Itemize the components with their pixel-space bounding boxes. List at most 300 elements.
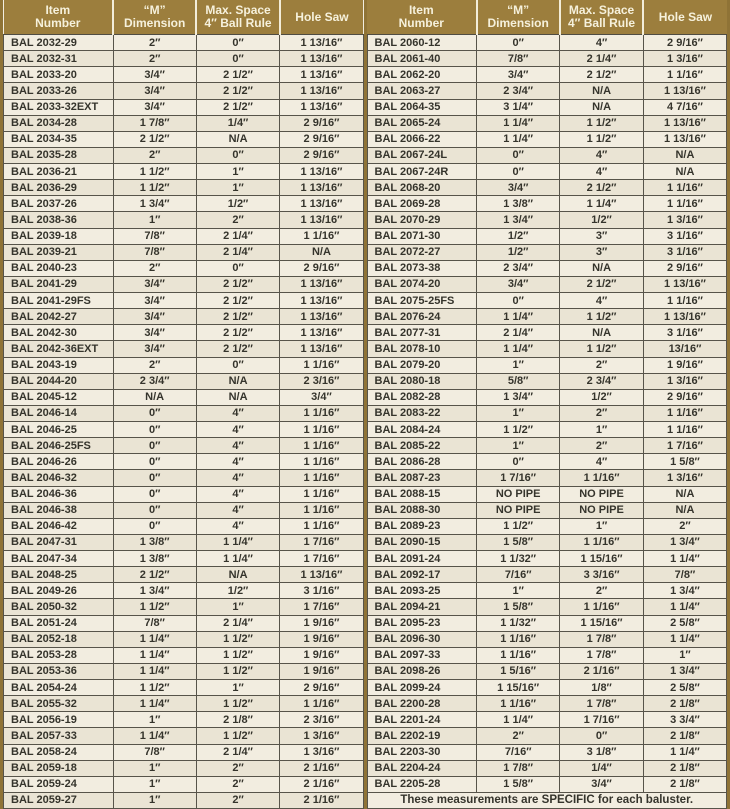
table-row xyxy=(4,534,364,550)
max-space-cell: 1 1/16″ xyxy=(560,534,644,550)
item-number-cell: BAL 2085-22 xyxy=(367,438,477,454)
m-dimension-cell: 1 15/16″ xyxy=(477,680,560,696)
max-space-cell: 2 1/2″ xyxy=(196,99,280,115)
max-space-cell: 2 1/4″ xyxy=(196,615,280,631)
m-dimension-cell: 0″ xyxy=(113,518,196,534)
table-row xyxy=(4,744,364,760)
m-dimension-cell: 7/8″ xyxy=(113,244,196,260)
hole-saw-cell: 1 1/16″ xyxy=(643,293,726,309)
table-row xyxy=(4,325,364,341)
item-number-cell: BAL 2046-25FS xyxy=(4,438,114,454)
table-row xyxy=(367,534,727,550)
m-dimension-cell: 2″ xyxy=(113,357,196,373)
table-row xyxy=(367,212,727,228)
table-row xyxy=(367,341,727,357)
hole-saw-cell: 1 13/16″ xyxy=(280,35,363,51)
column-header-label: “M” Dimension xyxy=(123,3,186,30)
m-dimension-cell: 3/4″ xyxy=(477,67,560,83)
m-dimension-cell: 1 1/16″ xyxy=(477,631,560,647)
table-row xyxy=(4,147,364,163)
max-space-cell: 1 1/2″ xyxy=(560,131,644,147)
hole-saw-cell: 1 13/16″ xyxy=(280,180,363,196)
max-space-cell: 2 1/2″ xyxy=(560,276,644,292)
hole-saw-cell: 1 13/16″ xyxy=(280,67,363,83)
hole-saw-cell: 1 9/16″ xyxy=(280,663,363,679)
item-number-cell: BAL 2075-25FS xyxy=(367,293,477,309)
item-number-cell: BAL 2089-23 xyxy=(367,518,477,534)
column-header-max-space xyxy=(560,0,644,35)
item-number-cell: BAL 2035-28 xyxy=(4,147,114,163)
max-space-cell: 2 1/2″ xyxy=(196,83,280,99)
table-row xyxy=(367,470,727,486)
m-dimension-cell: 0″ xyxy=(113,405,196,421)
table-row xyxy=(367,696,727,712)
item-number-cell: BAL 2067-24L xyxy=(367,147,477,163)
m-dimension-cell: 1/2″ xyxy=(477,244,560,260)
m-dimension-cell: 0″ xyxy=(113,454,196,470)
hole-saw-cell: 3 3/4″ xyxy=(643,712,726,728)
table-row xyxy=(4,551,364,567)
table-row xyxy=(4,35,364,51)
table-row xyxy=(367,615,727,631)
hole-saw-cell: 1 1/16″ xyxy=(280,438,363,454)
item-number-cell: BAL 2088-30 xyxy=(367,502,477,518)
hole-saw-cell: 1 9/16″ xyxy=(280,631,363,647)
hole-saw-cell: 1 13/16″ xyxy=(643,83,726,99)
item-number-cell: BAL 2070-29 xyxy=(367,212,477,228)
m-dimension-cell: 0″ xyxy=(477,454,560,470)
m-dimension-cell: 2″ xyxy=(113,147,196,163)
max-space-cell: 0″ xyxy=(196,147,280,163)
m-dimension-cell: 3/4″ xyxy=(113,83,196,99)
m-dimension-cell: 2 1/2″ xyxy=(113,131,196,147)
hole-saw-cell: 1 3/16″ xyxy=(280,728,363,744)
table-row xyxy=(4,341,364,357)
m-dimension-cell: 2 3/4″ xyxy=(113,373,196,389)
table-row xyxy=(4,309,364,325)
max-space-cell: 1 1/2″ xyxy=(196,696,280,712)
item-number-cell: BAL 2038-36 xyxy=(4,212,114,228)
hole-saw-cell: 2 5/8″ xyxy=(643,680,726,696)
hole-saw-cell: 1 1/4″ xyxy=(643,631,726,647)
hole-saw-cell: 2 1/8″ xyxy=(643,760,726,776)
max-space-cell: NO PIPE xyxy=(560,502,644,518)
table-row xyxy=(367,389,727,405)
max-space-cell: NO PIPE xyxy=(560,486,644,502)
item-number-cell: BAL 2046-32 xyxy=(4,470,114,486)
table-row xyxy=(4,502,364,518)
m-dimension-cell: 1 1/4″ xyxy=(477,115,560,131)
item-number-cell: BAL 2080-18 xyxy=(367,373,477,389)
hole-saw-cell: 1 13/16″ xyxy=(280,325,363,341)
hole-saw-cell: 2 9/16″ xyxy=(280,147,363,163)
column-header-item-number xyxy=(367,0,477,35)
max-space-cell: 2 1/2″ xyxy=(196,293,280,309)
hole-saw-cell: 2 3/16″ xyxy=(280,373,363,389)
table-row xyxy=(4,51,364,67)
table-row xyxy=(4,760,364,776)
m-dimension-cell: 1″ xyxy=(477,405,560,421)
table-row xyxy=(367,164,727,180)
m-dimension-cell: 1 1/4″ xyxy=(477,131,560,147)
hole-saw-cell: 1 13/16″ xyxy=(280,99,363,115)
max-space-cell: 1/4″ xyxy=(196,115,280,131)
table-row xyxy=(4,293,364,309)
max-space-cell: 1″ xyxy=(196,680,280,696)
hole-saw-cell: 3 1/16″ xyxy=(643,325,726,341)
max-space-cell: 1 1/2″ xyxy=(196,728,280,744)
table-row xyxy=(367,196,727,212)
max-space-cell: 0″ xyxy=(196,260,280,276)
item-number-cell: BAL 2040-23 xyxy=(4,260,114,276)
hole-saw-cell: 2 9/16″ xyxy=(643,260,726,276)
table-row xyxy=(4,422,364,438)
item-number-cell: BAL 2065-24 xyxy=(367,115,477,131)
table-row xyxy=(367,180,727,196)
m-dimension-cell: N/A xyxy=(113,389,196,405)
table-row xyxy=(367,744,727,760)
m-dimension-cell: 3/4″ xyxy=(113,67,196,83)
hole-saw-cell: 1 3/4″ xyxy=(643,583,726,599)
max-space-cell: 2 1/2″ xyxy=(196,67,280,83)
hole-saw-cell: 7/8″ xyxy=(643,567,726,583)
m-dimension-cell: 1 5/8″ xyxy=(477,776,560,792)
item-number-cell: BAL 2047-34 xyxy=(4,551,114,567)
hole-saw-cell: 1 1/16″ xyxy=(280,518,363,534)
max-space-cell: 2″ xyxy=(560,405,644,421)
table-row xyxy=(4,115,364,131)
max-space-cell: N/A xyxy=(196,373,280,389)
item-number-cell: BAL 2047-31 xyxy=(4,534,114,550)
m-dimension-cell: 1″ xyxy=(113,760,196,776)
table-row xyxy=(4,680,364,696)
item-number-cell: BAL 2060-12 xyxy=(367,35,477,51)
item-number-cell: BAL 2061-40 xyxy=(367,51,477,67)
max-space-cell: 1/2″ xyxy=(196,583,280,599)
item-number-cell: BAL 2059-24 xyxy=(4,776,114,792)
hole-saw-cell: 2 1/16″ xyxy=(280,776,363,792)
item-number-cell: BAL 2042-27 xyxy=(4,309,114,325)
item-number-cell: BAL 2046-26 xyxy=(4,454,114,470)
hole-saw-cell: 1 1/16″ xyxy=(643,422,726,438)
m-dimension-cell: 1 1/4″ xyxy=(113,631,196,647)
hole-saw-cell: 1 1/4″ xyxy=(643,744,726,760)
m-dimension-cell: 1 7/8″ xyxy=(477,760,560,776)
table-row xyxy=(4,180,364,196)
item-number-cell: BAL 2050-32 xyxy=(4,599,114,615)
item-number-cell: BAL 2039-18 xyxy=(4,228,114,244)
m-dimension-cell: 7/8″ xyxy=(113,228,196,244)
table-row xyxy=(4,486,364,502)
item-number-cell: BAL 2097-33 xyxy=(367,647,477,663)
max-space-cell: 1″ xyxy=(560,518,644,534)
table-row xyxy=(4,696,364,712)
hole-saw-cell: 1 1/4″ xyxy=(643,551,726,567)
max-space-cell: 1 1/2″ xyxy=(196,647,280,663)
hole-saw-cell: 1 1/16″ xyxy=(643,405,726,421)
table-row xyxy=(367,631,727,647)
max-space-cell: 2 1/4″ xyxy=(196,244,280,260)
m-dimension-cell: 1 1/32″ xyxy=(477,615,560,631)
max-space-cell: 4″ xyxy=(560,35,644,51)
max-space-cell: 2 1/2″ xyxy=(196,341,280,357)
max-space-cell: 1″ xyxy=(196,180,280,196)
item-number-cell: BAL 2072-27 xyxy=(367,244,477,260)
item-number-cell: BAL 2094-21 xyxy=(367,599,477,615)
table-row xyxy=(4,599,364,615)
m-dimension-cell: 1 1/16″ xyxy=(477,647,560,663)
table-row xyxy=(367,244,727,260)
item-number-cell: BAL 2055-32 xyxy=(4,696,114,712)
m-dimension-cell: 1 1/4″ xyxy=(113,728,196,744)
table-row xyxy=(367,51,727,67)
item-number-cell: BAL 2046-25 xyxy=(4,422,114,438)
max-space-cell: 2 1/2″ xyxy=(560,180,644,196)
max-space-cell: 1/2″ xyxy=(196,196,280,212)
max-space-cell: 4″ xyxy=(196,486,280,502)
item-number-cell: BAL 2045-12 xyxy=(4,389,114,405)
max-space-cell: 4″ xyxy=(560,293,644,309)
m-dimension-cell: 7/16″ xyxy=(477,567,560,583)
m-dimension-cell: 7/16″ xyxy=(477,744,560,760)
max-space-cell: 2 1/8″ xyxy=(196,712,280,728)
max-space-cell: 1 1/4″ xyxy=(196,551,280,567)
hole-saw-cell: 1 3/4″ xyxy=(643,534,726,550)
item-number-cell: BAL 2051-24 xyxy=(4,615,114,631)
m-dimension-cell: 1 7/8″ xyxy=(113,115,196,131)
item-number-cell: BAL 2069-28 xyxy=(367,196,477,212)
m-dimension-cell: 0″ xyxy=(113,470,196,486)
hole-saw-cell: 1 1/16″ xyxy=(280,502,363,518)
max-space-cell: 4″ xyxy=(196,438,280,454)
max-space-cell: 3″ xyxy=(560,244,644,260)
table-row xyxy=(367,325,727,341)
m-dimension-cell: 1 1/32″ xyxy=(477,551,560,567)
max-space-cell: 4″ xyxy=(196,422,280,438)
max-space-cell: 3 1/8″ xyxy=(560,744,644,760)
m-dimension-cell: 1 3/4″ xyxy=(477,212,560,228)
m-dimension-cell: 3/4″ xyxy=(477,276,560,292)
max-space-cell: 1 1/2″ xyxy=(560,341,644,357)
hole-saw-cell: 1 13/16″ xyxy=(280,196,363,212)
item-number-cell: BAL 2039-21 xyxy=(4,244,114,260)
item-number-cell: BAL 2046-38 xyxy=(4,502,114,518)
m-dimension-cell: 0″ xyxy=(477,35,560,51)
table-row xyxy=(4,615,364,631)
item-number-cell: BAL 2034-28 xyxy=(4,115,114,131)
hole-saw-cell: N/A xyxy=(643,147,726,163)
item-number-cell: BAL 2098-26 xyxy=(367,663,477,679)
table-row xyxy=(4,712,364,728)
hole-saw-cell: 1 5/8″ xyxy=(643,454,726,470)
table-row xyxy=(367,502,727,518)
table-row xyxy=(4,228,364,244)
max-space-cell: N/A xyxy=(560,99,644,115)
hole-saw-cell: 1 13/16″ xyxy=(280,83,363,99)
item-number-cell: BAL 2205-28 xyxy=(367,776,477,792)
item-number-cell: BAL 2058-24 xyxy=(4,744,114,760)
hole-saw-cell: 1 3/16″ xyxy=(643,212,726,228)
max-space-cell: N/A xyxy=(560,83,644,99)
m-dimension-cell: 1 1/4″ xyxy=(477,341,560,357)
m-dimension-cell: 1 3/8″ xyxy=(113,551,196,567)
m-dimension-cell: 3/4″ xyxy=(113,325,196,341)
table-row xyxy=(367,83,727,99)
hole-saw-cell: 1 13/16″ xyxy=(280,293,363,309)
item-number-cell: BAL 2091-24 xyxy=(367,551,477,567)
m-dimension-cell: 1 1/2″ xyxy=(113,180,196,196)
max-space-cell: 1 1/2″ xyxy=(560,309,644,325)
table-row xyxy=(4,470,364,486)
m-dimension-cell: 1 3/8″ xyxy=(113,534,196,550)
item-number-cell: BAL 2074-20 xyxy=(367,276,477,292)
max-space-cell: 1 7/16″ xyxy=(560,712,644,728)
item-number-cell: BAL 2032-29 xyxy=(4,35,114,51)
table-row xyxy=(4,83,364,99)
table-row xyxy=(4,373,364,389)
m-dimension-cell: NO PIPE xyxy=(477,502,560,518)
hole-saw-cell: 1 13/16″ xyxy=(280,341,363,357)
hole-saw-cell: 3 1/16″ xyxy=(643,244,726,260)
hole-saw-cell: 2″ xyxy=(643,518,726,534)
column-header-label: Max. Space 4″ Ball Rule xyxy=(567,3,636,30)
hole-saw-cell: 2 9/16″ xyxy=(643,35,726,51)
hole-saw-cell: 1″ xyxy=(643,647,726,663)
hole-saw-cell: 1 13/16″ xyxy=(280,164,363,180)
max-space-cell: 1″ xyxy=(196,599,280,615)
table-row xyxy=(4,454,364,470)
item-number-cell: BAL 2042-30 xyxy=(4,325,114,341)
table-row xyxy=(4,260,364,276)
m-dimension-cell: 3/4″ xyxy=(113,341,196,357)
m-dimension-cell: 7/8″ xyxy=(113,744,196,760)
item-number-cell: BAL 2096-30 xyxy=(367,631,477,647)
m-dimension-cell: 7/8″ xyxy=(113,615,196,631)
table-row xyxy=(367,35,727,51)
item-number-cell: BAL 2203-30 xyxy=(367,744,477,760)
max-space-cell: 2 1/2″ xyxy=(196,325,280,341)
hole-saw-cell: 2 1/16″ xyxy=(280,792,363,808)
table-row xyxy=(4,518,364,534)
max-space-cell: 2″ xyxy=(196,792,280,808)
hole-saw-cell: 1 1/4″ xyxy=(643,599,726,615)
max-space-cell: 1 7/8″ xyxy=(560,696,644,712)
table-row xyxy=(367,373,727,389)
m-dimension-cell: 5/8″ xyxy=(477,373,560,389)
max-space-cell: N/A xyxy=(560,325,644,341)
hole-saw-cell: 2 5/8″ xyxy=(643,615,726,631)
m-dimension-cell: 1 3/4″ xyxy=(477,389,560,405)
item-number-cell: BAL 2099-24 xyxy=(367,680,477,696)
m-dimension-cell: 1″ xyxy=(477,438,560,454)
table-row xyxy=(4,67,364,83)
m-dimension-cell: 1″ xyxy=(113,212,196,228)
max-space-cell: 2″ xyxy=(560,357,644,373)
hole-saw-cell: 3 1/16″ xyxy=(280,583,363,599)
m-dimension-cell: 3/4″ xyxy=(477,180,560,196)
header-row xyxy=(367,0,727,35)
hole-saw-cell: 1 1/16″ xyxy=(643,67,726,83)
hole-saw-cell: 1 13/16″ xyxy=(280,212,363,228)
max-space-cell: 1/2″ xyxy=(560,212,644,228)
table-row xyxy=(367,647,727,663)
item-number-cell: BAL 2204-24 xyxy=(367,760,477,776)
table-row xyxy=(367,454,727,470)
m-dimension-cell: 1/2″ xyxy=(477,228,560,244)
hole-saw-cell: 2 9/16″ xyxy=(280,115,363,131)
table-row xyxy=(4,276,364,292)
hole-saw-cell: 1 7/16″ xyxy=(643,438,726,454)
m-dimension-cell: 3/4″ xyxy=(113,293,196,309)
item-number-cell: BAL 2078-10 xyxy=(367,341,477,357)
table-row xyxy=(4,99,364,115)
m-dimension-cell: 3/4″ xyxy=(113,276,196,292)
max-space-cell: 0″ xyxy=(560,728,644,744)
table-row xyxy=(367,518,727,534)
table-row xyxy=(367,728,727,744)
m-dimension-cell: 0″ xyxy=(113,486,196,502)
max-space-cell: 0″ xyxy=(196,357,280,373)
item-number-cell: BAL 2093-25 xyxy=(367,583,477,599)
m-dimension-cell: 1 1/2″ xyxy=(113,680,196,696)
m-dimension-cell: 3/4″ xyxy=(113,309,196,325)
hole-saw-cell: N/A xyxy=(643,486,726,502)
table-row xyxy=(4,244,364,260)
column-header-hole-saw xyxy=(643,0,726,35)
item-number-cell: BAL 2054-24 xyxy=(4,680,114,696)
max-space-cell: 1 1/2″ xyxy=(560,115,644,131)
item-number-cell: BAL 2063-27 xyxy=(367,83,477,99)
m-dimension-cell: 0″ xyxy=(477,164,560,180)
table-row xyxy=(367,405,727,421)
item-number-cell: BAL 2046-14 xyxy=(4,405,114,421)
hole-saw-cell: 1 1/16″ xyxy=(643,196,726,212)
item-number-cell: BAL 2033-32EXT xyxy=(4,99,114,115)
column-header-label: Item Number xyxy=(398,3,444,30)
m-dimension-cell: 1″ xyxy=(113,712,196,728)
item-number-cell: BAL 2095-23 xyxy=(367,615,477,631)
max-space-cell: 2 1/4″ xyxy=(196,228,280,244)
item-number-cell: BAL 2034-35 xyxy=(4,131,114,147)
m-dimension-cell: 1 1/2″ xyxy=(477,518,560,534)
table-row xyxy=(367,663,727,679)
table-row xyxy=(367,147,727,163)
max-space-cell: N/A xyxy=(196,131,280,147)
hole-saw-cell: 1 3/16″ xyxy=(643,51,726,67)
hole-saw-cell: 1 9/16″ xyxy=(280,647,363,663)
hole-saw-cell: 1 1/16″ xyxy=(280,422,363,438)
m-dimension-cell: 3 1/4″ xyxy=(477,99,560,115)
item-number-cell: BAL 2036-21 xyxy=(4,164,114,180)
max-space-cell: 1 1/16″ xyxy=(560,470,644,486)
hole-saw-cell: 1 3/16″ xyxy=(643,470,726,486)
hole-saw-cell: 1 1/16″ xyxy=(643,180,726,196)
footnote-row xyxy=(367,792,727,808)
column-header-hole-saw xyxy=(280,0,363,35)
max-space-cell: 2 1/2″ xyxy=(196,309,280,325)
hole-saw-cell: 2 1/8″ xyxy=(643,696,726,712)
item-number-cell: BAL 2059-27 xyxy=(4,792,114,808)
hole-saw-cell: 1 7/16″ xyxy=(280,599,363,615)
max-space-cell: N/A xyxy=(560,260,644,276)
m-dimension-cell: 1 1/4″ xyxy=(113,647,196,663)
m-dimension-cell: 1 1/2″ xyxy=(113,599,196,615)
max-space-cell: 1 7/8″ xyxy=(560,647,644,663)
max-space-cell: 1/2″ xyxy=(560,389,644,405)
table-row xyxy=(4,212,364,228)
m-dimension-cell: 1″ xyxy=(113,792,196,808)
hole-saw-cell: 1 1/16″ xyxy=(280,454,363,470)
